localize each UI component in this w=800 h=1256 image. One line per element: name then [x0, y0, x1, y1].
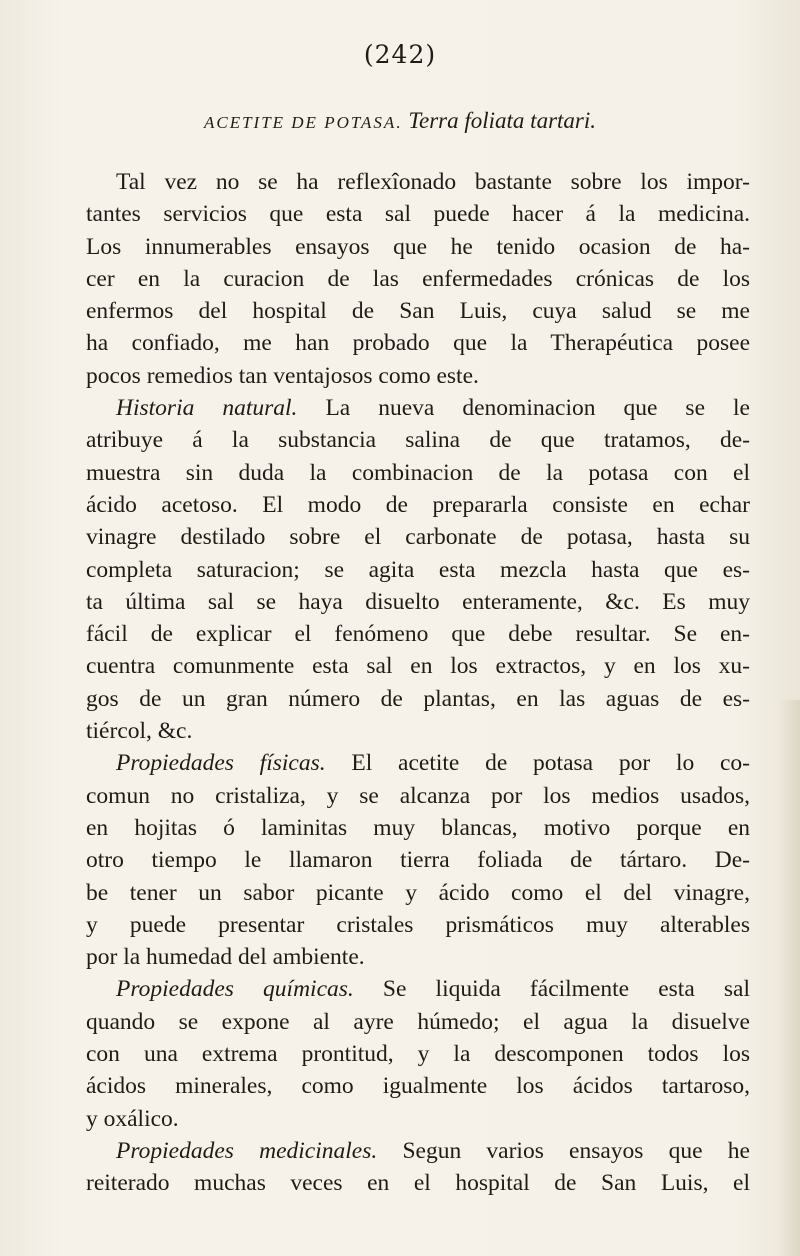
line-text: cuentra comunmente esta sal en los extractos, y en los xu- — [86, 653, 750, 680]
text-line — [86, 1167, 750, 1199]
line-text: por la humedad del ambiente. — [86, 944, 365, 971]
line-text: tiércol, &c. — [86, 718, 193, 745]
line-text: en hojitas ó laminitas muy blancas, motivo porque en — [86, 814, 750, 841]
text-line — [86, 521, 750, 553]
line-text: atribuye á la substancia salina de que tratamos, de- — [86, 427, 750, 454]
line-text: muestra sin duda la combinacion de la potasa con el — [86, 459, 750, 486]
text-line — [86, 231, 750, 263]
line-text: cer en la curacion de las enfermedades crónicas de los — [86, 265, 750, 292]
line-text: Tal vez no se ha reflexîonado bastante sobre los impor- — [116, 169, 750, 195]
line-text: ácidos minerales, como igualmente los ácidos tartaroso, — [86, 1073, 750, 1100]
line-text: gos de un gran número de plantas, en las aguas de es- — [86, 685, 750, 712]
section-title-latin: Terra foliata tartari. — [408, 108, 597, 133]
text-line — [86, 715, 750, 747]
line-text: quando se expone al ayre húmedo; el agua la disuelve — [86, 1008, 750, 1035]
line-text: y puede presentar cristales prismáticos muy alterables — [86, 911, 750, 938]
line-text: ácido acetoso. El modo de prepararla consiste en echar — [86, 491, 750, 518]
text-line — [86, 198, 750, 230]
page-number: (242) — [363, 40, 437, 69]
line-text: reiterado muchas veces en el hospital de San Luis, el — [86, 1170, 750, 1197]
section-title — [0, 108, 800, 134]
text-line — [86, 489, 750, 521]
text-line — [86, 812, 750, 844]
text-line — [86, 327, 750, 359]
line-text: pocos remedios tan ventajosos como este. — [86, 362, 479, 389]
paragraph-heading: Propiedades medicinales. — [116, 1137, 378, 1164]
line-text: Se liquida fácilmente esta sal — [353, 976, 750, 1003]
line-text: vinagre destilado sobre el carbonate de potasa, hasta su — [86, 524, 750, 551]
text-line — [86, 360, 750, 392]
text-line — [86, 1103, 750, 1135]
text-line — [86, 295, 750, 327]
text-line — [86, 457, 750, 489]
text-line — [86, 1006, 750, 1038]
text-line — [86, 618, 750, 650]
text-line — [86, 747, 750, 779]
line-text: El acetite de potasa por lo co- — [325, 750, 750, 777]
line-text: otro tiempo le llamaron tierra foliada de tártaro. De- — [86, 847, 750, 874]
text-line — [86, 941, 750, 973]
line-text: ta última sal se haya disuelto enteramente, &c. Es muy — [86, 588, 750, 615]
line-text: fácil de explicar el fenómeno que debe resultar. Se en- — [86, 621, 750, 648]
text-line — [86, 1135, 750, 1167]
text-line — [86, 973, 750, 1005]
text-line — [86, 650, 750, 682]
text-line — [86, 877, 750, 909]
line-text: completa saturacion; se agita esta mezcla hasta que es- — [86, 556, 750, 583]
text-line — [86, 683, 750, 715]
line-text: enfermos del hospital de San Luis, cuya salud se me — [86, 298, 750, 325]
text-line — [86, 1038, 750, 1070]
body-text — [86, 166, 750, 1200]
line-text: con una extrema prontitud, y la descomponen todos los — [86, 1041, 750, 1068]
text-line — [86, 424, 750, 456]
text-line — [86, 166, 750, 198]
paragraph-heading: Historia natural. — [116, 395, 298, 422]
line-text: y oxálico. — [86, 1105, 179, 1132]
text-line — [86, 392, 750, 424]
paragraph-heading: Propiedades químicas. — [116, 976, 354, 1003]
section-title-spanish: ACETITE DE POTASA. — [203, 113, 403, 132]
text-line — [86, 554, 750, 586]
text-line — [86, 586, 750, 618]
line-text: ha confiado, me han probado que la Therapéutica posee — [86, 330, 750, 357]
text-line — [86, 780, 750, 812]
text-line — [86, 1070, 750, 1102]
text-line — [86, 263, 750, 295]
line-text: comun no cristaliza, y se alcanza por los medios usados, — [86, 782, 750, 809]
line-text: La nueva denominacion que se le — [297, 395, 750, 422]
line-text: Segun varios ensayos que he — [377, 1137, 750, 1164]
text-line — [86, 844, 750, 876]
page-edge-shadow — [778, 700, 800, 1256]
paragraph-heading: Propiedades físicas. — [116, 750, 326, 777]
line-text: tantes servicios que esta sal puede hacer á la medicina. — [86, 201, 750, 228]
line-text: be tener un sabor picante y ácido como el del vinagre, — [86, 879, 750, 906]
line-text: Los innumerables ensayos que he tenido ocasion de ha- — [86, 233, 750, 260]
text-line — [86, 909, 750, 941]
